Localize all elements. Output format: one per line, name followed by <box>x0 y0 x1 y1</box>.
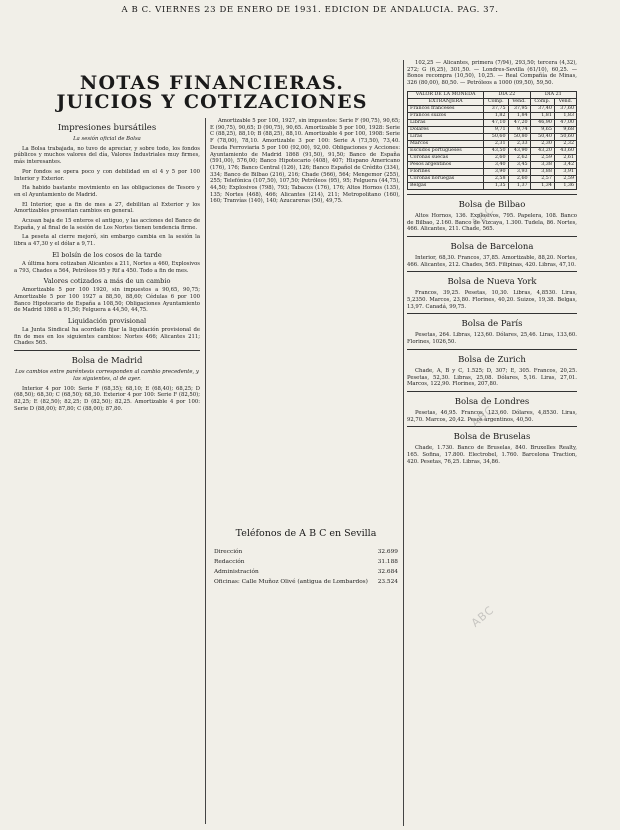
table-cell: 37,60 <box>554 105 576 112</box>
paragraph: Amortizable 5 por 100, 1927, sin impuestos: Serie F (90,75), 90,65; E (90,75), 90,65; D (90,75), 90,65. Amortizable 5 por 100, 1928: Serie C (88,25), 88,10; B (88,25), 88,10. Amortizable 4 por 100, 1908: Serie F (78,00), 78,10. Amortizable 3 por 100: Serie A (73,50), 73,40. Deuda Ferroviaria 5 por 100 (92,00), 92,00. Obligaciones y Acciones: Ayuntamiento de Madrid 1868 (91,50), 91,50; Banco de España (591,00), 576,00; Banco Hipotecario (408), 407; Hispano Americano (176), 176; Banco Central (126), 126; Banco Español de Crédito (334), 334; Banco de Bilbao (216), 216; Chade (566), 564; Mengemor (255), 255; Telefónica (107,50), 107,50; Petróleos (95), 95; Felguera (44,75), 44,50; Explosivos (798), 793; Tabacos (176), 176; Altos Hornos (135), 135; Nortes (468), 466; Alicantes (214), 211; Metropolitano (160), 160; Tranvías (140), 140; Azucareras (50), 49,75. <box>210 118 400 205</box>
section-heading: Bolsa de Bruselas <box>453 432 531 443</box>
phones-heading: Teléfonos de A B C en Sevilla <box>235 528 377 539</box>
table-row <box>408 154 577 161</box>
table-cell: 2,62 <box>508 154 530 161</box>
table-cell: 1,35 <box>484 182 508 189</box>
section-heading-bolsin: El bolsín de los cosos de la tarde <box>52 250 162 259</box>
table-row <box>408 105 577 112</box>
phones-box <box>214 528 398 587</box>
table-row <box>408 119 577 126</box>
table-cell: Florines <box>408 168 484 175</box>
phone-row <box>214 557 398 567</box>
table-cell: 46,90 <box>530 119 554 126</box>
table-cell: 3,88 <box>530 168 554 175</box>
table-cell: 2,60 <box>484 154 508 161</box>
paragraph: A última hora cotizaban Alicantes a 211, Nortes a 460, Explosivos a 793, Chades a 564, Petróleos 95 y Rif a 450. Todo a fin de mes. <box>14 260 200 274</box>
watermark-stamp: ABC <box>468 603 497 630</box>
table-cell: 50,60 <box>554 133 576 140</box>
table-cell: 1,36 <box>554 182 576 189</box>
divider <box>407 271 577 272</box>
table-cell: 9,68 <box>554 126 576 133</box>
column-divider <box>205 118 206 824</box>
table-cell: 1,83 <box>554 112 576 119</box>
paragraph: Por fondos se opera poco y con debilidad en el 4 y 5 por 100 Interior y Exterior. <box>14 168 200 182</box>
table-row <box>408 175 577 182</box>
paragraph: 102,25 — Alicantes, primera (7/94), 293,50; tercera (4,32), 272; G (6,25), 301,50. — Londres-Sevilla (61/10), 60,25. — Bonos recompra (10,50), 10,25. — Real Compañía de Minas, 326 (80,00), 80,50. — Petróleos a 1000 (09,50), 59,50. <box>407 60 577 87</box>
table-cell: 37,95 <box>508 105 530 112</box>
subheading-sesion: La sesión oficial de Bolsa <box>73 136 141 142</box>
watermark-stamp: ABC <box>468 403 497 430</box>
paragraph: Pesetas, 46,95. Francos, 123,60. Dólares, 4,8530. Liras, 92,70. Marcos, 20,42. Pesos argentinos, 40,50. <box>407 409 577 423</box>
paragraph: La Bolsa trabajada, no tuvo de apreciar, y sobre todo, los fondos públicos y muchos valores del día, Valores Industriales muy firmes, más interesantes. <box>14 145 200 166</box>
table-cell: 47,20 <box>508 119 530 126</box>
middle-column <box>210 118 400 518</box>
phone-row <box>214 577 398 587</box>
table-cell: 37,75 <box>484 105 508 112</box>
paragraph: Chade, 1.730. Banco de Bruselas, 840. Bruxelles Realty, 165. Sofina, 17.800. Electrobel, 1.760. Barcelona Traction, 420. Pesetas, 76,25. Libras, 34,86. <box>407 445 577 465</box>
table-header: VALOR DE LA MONEDA <box>408 91 484 98</box>
page-title: NOTAS FINANCIERAS. JUICIOS Y COTIZACIONES <box>56 72 368 113</box>
divider <box>407 349 577 350</box>
table-cell: 37,40 <box>530 105 554 112</box>
section-heading-liquidacion: Liquidación provisional <box>67 317 147 326</box>
right-column <box>407 60 577 830</box>
table-subheader: Vend. <box>508 98 530 105</box>
table-cell: Coronas suecas <box>408 154 484 161</box>
table-cell: 43,50 <box>484 147 508 154</box>
table-subheader: Vend. <box>554 98 576 105</box>
divider <box>14 350 200 351</box>
table-cell: 2,33 <box>508 140 530 147</box>
table-cell: 43,90 <box>508 147 530 154</box>
table-cell: 50,60 <box>484 133 508 140</box>
table-cell: Marcos <box>408 140 484 147</box>
divider <box>407 391 577 392</box>
section-heading: Bolsa de Barcelona <box>450 241 534 252</box>
paragraph: Francos, 39,25. Pesetas, 10,30. Libras, 4,8530. Liras, 5,2350. Marcos, 23,80. Florines, 40,20. Suizos, 19,38. Belgas, 13,97. Canadá, 99,75. <box>407 290 577 310</box>
table-cell: 50,40 <box>530 133 554 140</box>
table-cell: Francos franceses <box>408 105 484 112</box>
paragraph: Pesetas, 264. Libras, 123,60. Dólares, 25,46. Liras, 133,60. Florines, 1026,50. <box>407 332 577 346</box>
phone-row <box>214 547 398 557</box>
phone-number: 32.699 <box>377 549 398 555</box>
table-cell: 2,59 <box>530 154 554 161</box>
table-row <box>408 182 577 189</box>
phone-number: 32.684 <box>377 569 398 575</box>
table-cell: 3,42 <box>554 161 576 168</box>
table-header: DIA 21 <box>530 91 576 98</box>
paragraph: Acusan baja de 15 enteros el antiguo, y las acciones del Banco de España, y al final de la sesión de Los Nortes tienen tendencia firme. <box>14 218 200 231</box>
table-cell: 2,60 <box>508 175 530 182</box>
table-cell: Pesos argentinos <box>408 161 484 168</box>
table-cell: 50,80 <box>508 133 530 140</box>
paragraph: Interior, 68,30. Francos, 37,85. Amortizable, 88,20. Nortes, 466. Alicantes, 212. Chades, 565. Filipinas, 420. Libras, 47,10. <box>407 254 577 268</box>
table-cell: 47,00 <box>554 119 576 126</box>
phone-label: Redacción <box>214 559 245 565</box>
table-cell: 43,60 <box>554 147 576 154</box>
section-heading: Bolsa de Londres <box>454 396 530 407</box>
table-cell: 1,34 <box>530 182 554 189</box>
paragraph: La Junta Sindical ha acordado fijar la liquidación provisional de fin de mes en los siguientes cambios: Nortes 466; Alicantes 211; Chades 565. <box>14 327 200 347</box>
phone-label: Oficinas: Calle Muñoz Olivé (antigua de Lombardos) <box>214 579 368 585</box>
section-heading-valores: Valores cotizados a más de un cambio <box>43 277 171 286</box>
divider <box>407 313 577 314</box>
table-cell: Francos suizos <box>408 112 484 119</box>
phone-label: Dirección <box>214 549 243 555</box>
section-heading-impresiones: Impresiones bursátiles <box>57 123 157 133</box>
table-cell: Dólares <box>408 126 484 133</box>
phone-number: 31.188 <box>377 559 398 565</box>
divider <box>407 236 577 237</box>
watermark-stamp: ABC <box>468 203 497 230</box>
column-divider <box>403 60 404 826</box>
divider <box>407 194 577 195</box>
table-cell: Libras <box>408 119 484 126</box>
section-heading: Bolsa de Bilbao <box>458 199 526 210</box>
paragraph: Altos Hornos, 136. Explosivos, 795. Papelera, 108. Banco de Bilbao, 2.160. Banco de Vizcaya, 1.300. Tudela, 86. Nortes, 466. Alicantes, 211. Chade, 565. <box>407 212 577 233</box>
table-cell: 47,10 <box>484 119 508 126</box>
table-header: DIA 22 <box>484 91 530 98</box>
section-heading-bolsa-madrid: Bolsa de Madrid <box>71 356 143 367</box>
section-heading: Bolsa de París <box>461 319 523 330</box>
left-column <box>14 118 200 824</box>
table-cell: Liras <box>408 133 484 140</box>
table-cell: 9,65 <box>530 126 554 133</box>
currency-table-body <box>408 105 577 189</box>
currency-table <box>407 91 577 190</box>
table-cell: 43,20 <box>530 147 554 154</box>
table-cell: 2,59 <box>554 175 576 182</box>
paragraph-intro: Los cambios entre paréntesis corresponden al cambio precedente, y las siguientes, al de ayer. <box>15 369 199 382</box>
table-row <box>408 126 577 133</box>
paragraph: El Interior, que a fin de mes a 27, debilitan al Exterior y los Amortizables presentan cambios en general. <box>14 201 200 215</box>
divider <box>407 426 577 427</box>
table-cell: 2,58 <box>484 175 508 182</box>
table-cell: 2,57 <box>530 175 554 182</box>
right-sections <box>407 194 577 466</box>
table-cell: 2,31 <box>484 140 508 147</box>
paragraph: Chade, A, B y C, 1.525; D, 307; E, 305. Francos, 20,25. Pesetas, 52,30. Libras, 25,08. Dólares, 5,16. Liras, 27,01. Marcos, 122,90. Florines, 207,80. <box>407 367 577 388</box>
table-cell: 9,71 <box>484 126 508 133</box>
table-cell: 3,90 <box>484 168 508 175</box>
table-cell: Belgas <box>408 182 484 189</box>
paragraph: La peseta al cierre mejoró, sin embargo cambia en la sesión la libra a 47,30 y el dólar a 9,71. <box>14 234 200 248</box>
page-header: A B C. VIERNES 23 DE ENERO DE 1931. EDICION DE ANDALUCIA. PAG. 37. <box>121 5 499 15</box>
paragraph: Ha habido bastante movimiento en las obligaciones de Tesoro y en el Ayuntamiento de Madrid. <box>14 185 200 198</box>
table-cell: 1,82 <box>484 112 508 119</box>
table-row <box>408 161 577 168</box>
table-row <box>408 168 577 175</box>
table-row <box>408 133 577 140</box>
table-cell: Escudos portugueses <box>408 147 484 154</box>
table-cell: 3,93 <box>508 168 530 175</box>
table-cell: 2,61 <box>554 154 576 161</box>
table-cell: 9,74 <box>508 126 530 133</box>
table-cell: 2,32 <box>554 140 576 147</box>
table-cell: 1,37 <box>508 182 530 189</box>
table-subheader: EXTRANJERA <box>408 98 484 105</box>
table-row <box>408 147 577 154</box>
phone-label: Administración <box>214 569 259 575</box>
table-cell: 2,30 <box>530 140 554 147</box>
table-cell: Coronas noruegas <box>408 175 484 182</box>
phone-number: 23.524 <box>377 579 398 585</box>
paragraph: Amortizable 5 por 100 1920, sin impuestos a 90,65, 90,75; Amortizable 5 por 100 1927 a 88,50, 88,60; Cédulas 6 por 100 Banco Hipotecario de España a 108,50; Obligaciones Ayuntamiento de Madrid 1868 a 91,50; Felguera a 44,50, 44,75. <box>14 287 200 314</box>
table-cell: 3,38 <box>530 161 554 168</box>
section-heading: Bolsa de Nueva York <box>447 277 537 288</box>
table-cell: 3,91 <box>554 168 576 175</box>
table-subheader: Comp. <box>530 98 554 105</box>
table-cell: 1,84 <box>508 112 530 119</box>
paragraph: Interior 4 por 100: Serie F (68,35); 68,10; E (68,40); 68,25; D (68,50); 68,30; C (68,50); 68,30. Exterior 4 por 100: Serie F (82,50); 82,25; E (82,50); 82,25; D (82,50); 82,25. Amortizable 4 por 100: Serie D (88,00); 87,80; C (88,00); 87,80. <box>14 385 200 412</box>
table-subheader: Comp. <box>484 98 508 105</box>
table-row <box>408 140 577 147</box>
section-heading: Bolsa de Zurich <box>458 354 526 365</box>
table-cell: 3,45 <box>508 161 530 168</box>
table-row <box>408 112 577 119</box>
table-cell: 3,40 <box>484 161 508 168</box>
phone-row <box>214 567 398 577</box>
table-cell: 1,81 <box>530 112 554 119</box>
